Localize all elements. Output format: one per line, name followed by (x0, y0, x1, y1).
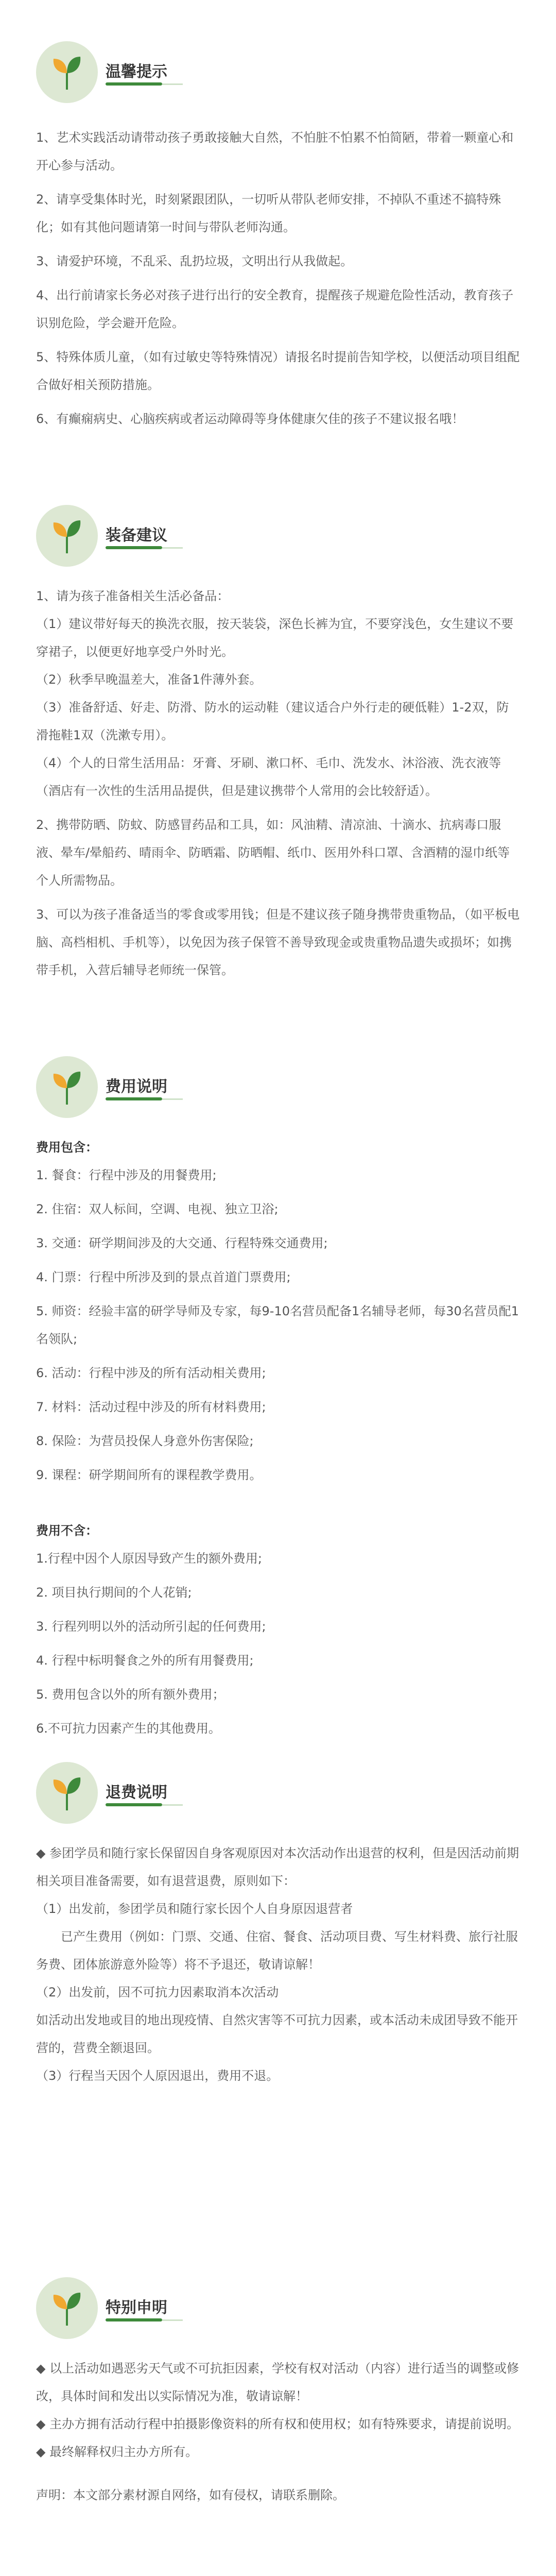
fees-include-label: 费用包含： (36, 1140, 98, 1155)
statement-body (36, 2354, 520, 2509)
list-item: 6. 活动：行程中涉及的所有活动相关费用; (36, 1366, 266, 1380)
paragraph: ◆ 以上活动如遇恶劣天气或不可抗拒因素，学校有权对活动（内容）进行适当的调整或修改，具体时间和发出以实际情况为准，敬请谅解！ (36, 2361, 519, 2403)
paragraph: 6、有癫痫病史、心脑疾病或者运动障碍等身体健康欠佳的孩子不建议报名哦！ (36, 412, 464, 426)
list-item: 5. 师资：经验丰富的研学导师及专家，每9-10名营员配备1名辅导老师，每30名营员配1名领队; (36, 1304, 519, 1346)
title-underline-light (162, 2319, 183, 2321)
title-underline (106, 82, 162, 86)
list-item: 3. 交通：研学期间涉及的大交通、行程特殊交通费用; (36, 1236, 328, 1250)
paragraph: 1、请为孩子准备相关生活必备品： (36, 589, 230, 603)
paragraph: 2、请享受集体时光，时刻紧跟团队，一切听从带队老师安排，不掉队不重述不搞特殊化；如有其他问题请第一时间与带队老师沟通。 (36, 192, 501, 234)
paragraph: （1）出发前，参团学员和随行家长因个人自身原因退营者 (36, 1902, 353, 1916)
spacer (36, 1489, 520, 1517)
list-item: 1.行程中因个人原因导致产生的额外费用; (36, 1551, 262, 1566)
title-underline-light (162, 547, 183, 549)
paragraph: 5、特殊体质儿童，（如有过敏史等特殊情况）请报名时提前告知学校，以便活动项目组配合做好相关预防措施。 (36, 350, 520, 392)
section-tips (0, 41, 556, 453)
list-item: 1. 餐食：行程中涉及的用餐费用; (36, 1168, 217, 1182)
section-title: 特别申明 (106, 2299, 167, 2317)
paragraph: （3）行程当天因个人原因退出，费用不退。 (36, 2069, 279, 2083)
paragraph: ◆ 最终解释权归主办方所有。 (36, 2445, 198, 2459)
list-item: 2. 项目执行期间的个人花销; (36, 1585, 192, 1600)
sprout-icon (36, 2277, 98, 2339)
section-refund (0, 1762, 556, 2174)
paragraph: （3）准备舒适、好走、防滑、防水的运动鞋（建议适合户外行走的硬低鞋）1-2双，防滑拖鞋1双（洗漱专用）。 (36, 700, 509, 742)
section-header (36, 41, 499, 103)
paragraph: ◆ 参团学员和随行家长保留因自身客观原因对本次活动作出退营的权利，但是因活动前期相关项目准备需要，如有退营退费，原则如下： (36, 1846, 519, 1888)
sprout-icon (36, 1056, 98, 1118)
fees-body (36, 1133, 520, 1742)
section-equipment (0, 505, 556, 1020)
list-item: 3. 行程列明以外的活动所引起的任何费用; (36, 1619, 266, 1634)
title-underline (106, 546, 162, 549)
list-item: 4. 门票：行程中所涉及到的景点首道门票费用; (36, 1270, 291, 1284)
section-header (36, 1762, 499, 1824)
paragraph: 4、出行前请家长务必对孩子进行出行的安全教育，提醒孩子规避危险性活动，教育孩子识别危险，学会避开危险。 (36, 288, 514, 330)
sprout-icon (36, 41, 98, 103)
section-header (36, 505, 499, 567)
paragraph: 如活动出发地或目的地出现疫情、自然灾害等不可抗力因素，或本活动未成团导致不能开营的，营费全额退回。 (36, 2013, 518, 2055)
paragraph: （2）秋季早晚温差大，准备1件薄外套。 (36, 672, 262, 687)
paragraph: ◆ 主办方拥有活动行程中拍摄影像资料的所有权和使用权；如有特殊要求，请提前说明。 (36, 2417, 519, 2431)
refund-body (36, 1839, 520, 2090)
paragraph: （2）出发前，因不可抗力因素取消本次活动 (36, 1985, 279, 1999)
paragraph: 已产生费用（例如：门票、交通、住宿、餐食、活动项目费、写生材料费、旅行社服务费、团体旅游意外险等）将不予退还，敬请谅解！ (36, 1929, 518, 1972)
section-title: 温馨提示 (106, 63, 167, 81)
list-item: 7. 材料：活动过程中涉及的所有材料费用; (36, 1400, 266, 1414)
spacer (36, 2466, 520, 2481)
section-statement (0, 2277, 556, 2576)
section-fees (0, 1056, 556, 1736)
section-header (36, 2277, 499, 2339)
list-item: 9. 课程：研学期间所有的课程教学费用。 (36, 1468, 262, 1482)
tips-body (36, 124, 520, 439)
title-underline (106, 1097, 162, 1100)
section-header (36, 1056, 499, 1118)
title-underline-light (162, 1098, 183, 1100)
paragraph: 1、艺术实践活动请带动孩子勇敢接触大自然，不怕脏不怕累不怕简陋，带着一颗童心和开心参与活动。 (36, 130, 514, 173)
paragraph: 3、可以为孩子准备适当的零食或零用钱；但是不建议孩子随身携带贵重物品，（如平板电脑、高档相机、手机等），以免因为孩子保管不善导致现金或贵重物品遗失或损坏；如携带手机，入营后辅导老师统一保管。 (36, 907, 520, 977)
title-underline (106, 1803, 162, 1806)
paragraph: 2、携带防晒、防蚊、防感冒药品和工具，如：风油精、清凉油、十滴水、抗病毒口服液、晕车/晕船药、晴雨伞、防晒霜、防晒帽、纸巾、医用外科口罩、含酒精的湿巾纸等个人所需物品。 (36, 818, 510, 888)
section-title: 费用说明 (106, 1078, 167, 1096)
paragraph: （1）建议带好每天的换洗衣服，按天装袋，深色长裤为宜，不要穿浅色，女生建议不要穿裙子，以便更好地享受户外时光。 (36, 617, 514, 659)
title-underline-light (162, 83, 183, 85)
title-underline (106, 2318, 162, 2321)
source-note: 声明：本文部分素材源自网络，如有侵权，请联系删除。 (36, 2488, 345, 2502)
title-underline-light (162, 1804, 183, 1806)
paragraph: 3、请爱护环境，不乱采、乱扔垃圾，文明出行从我做起。 (36, 254, 353, 268)
fees-exclude-label: 费用不含： (36, 1523, 98, 1538)
equipment-body (36, 582, 520, 990)
section-title: 退费说明 (106, 1784, 167, 1802)
sprout-icon (36, 505, 98, 567)
sprout-icon (36, 1762, 98, 1824)
list-item: 6.不可抗力因素产生的其他费用。 (36, 1721, 221, 1736)
paragraph: （4）个人的日常生活用品：牙膏、牙刷、漱口杯、毛巾、洗发水、沐浴液、洗衣液等（酒店有一次性的生活用品提供，但是建议携带个人常用的会比较舒适）。 (36, 756, 501, 798)
section-title: 装备建议 (106, 527, 167, 545)
list-item: 8. 保险：为营员投保人身意外伤害保险; (36, 1434, 254, 1448)
list-item: 2. 住宿：双人标间，空调、电视、独立卫浴; (36, 1202, 279, 1216)
list-item: 4. 行程中标明餐食之外的所有用餐费用; (36, 1653, 254, 1668)
list-item: 5. 费用包含以外的所有额外费用； (36, 1687, 225, 1702)
